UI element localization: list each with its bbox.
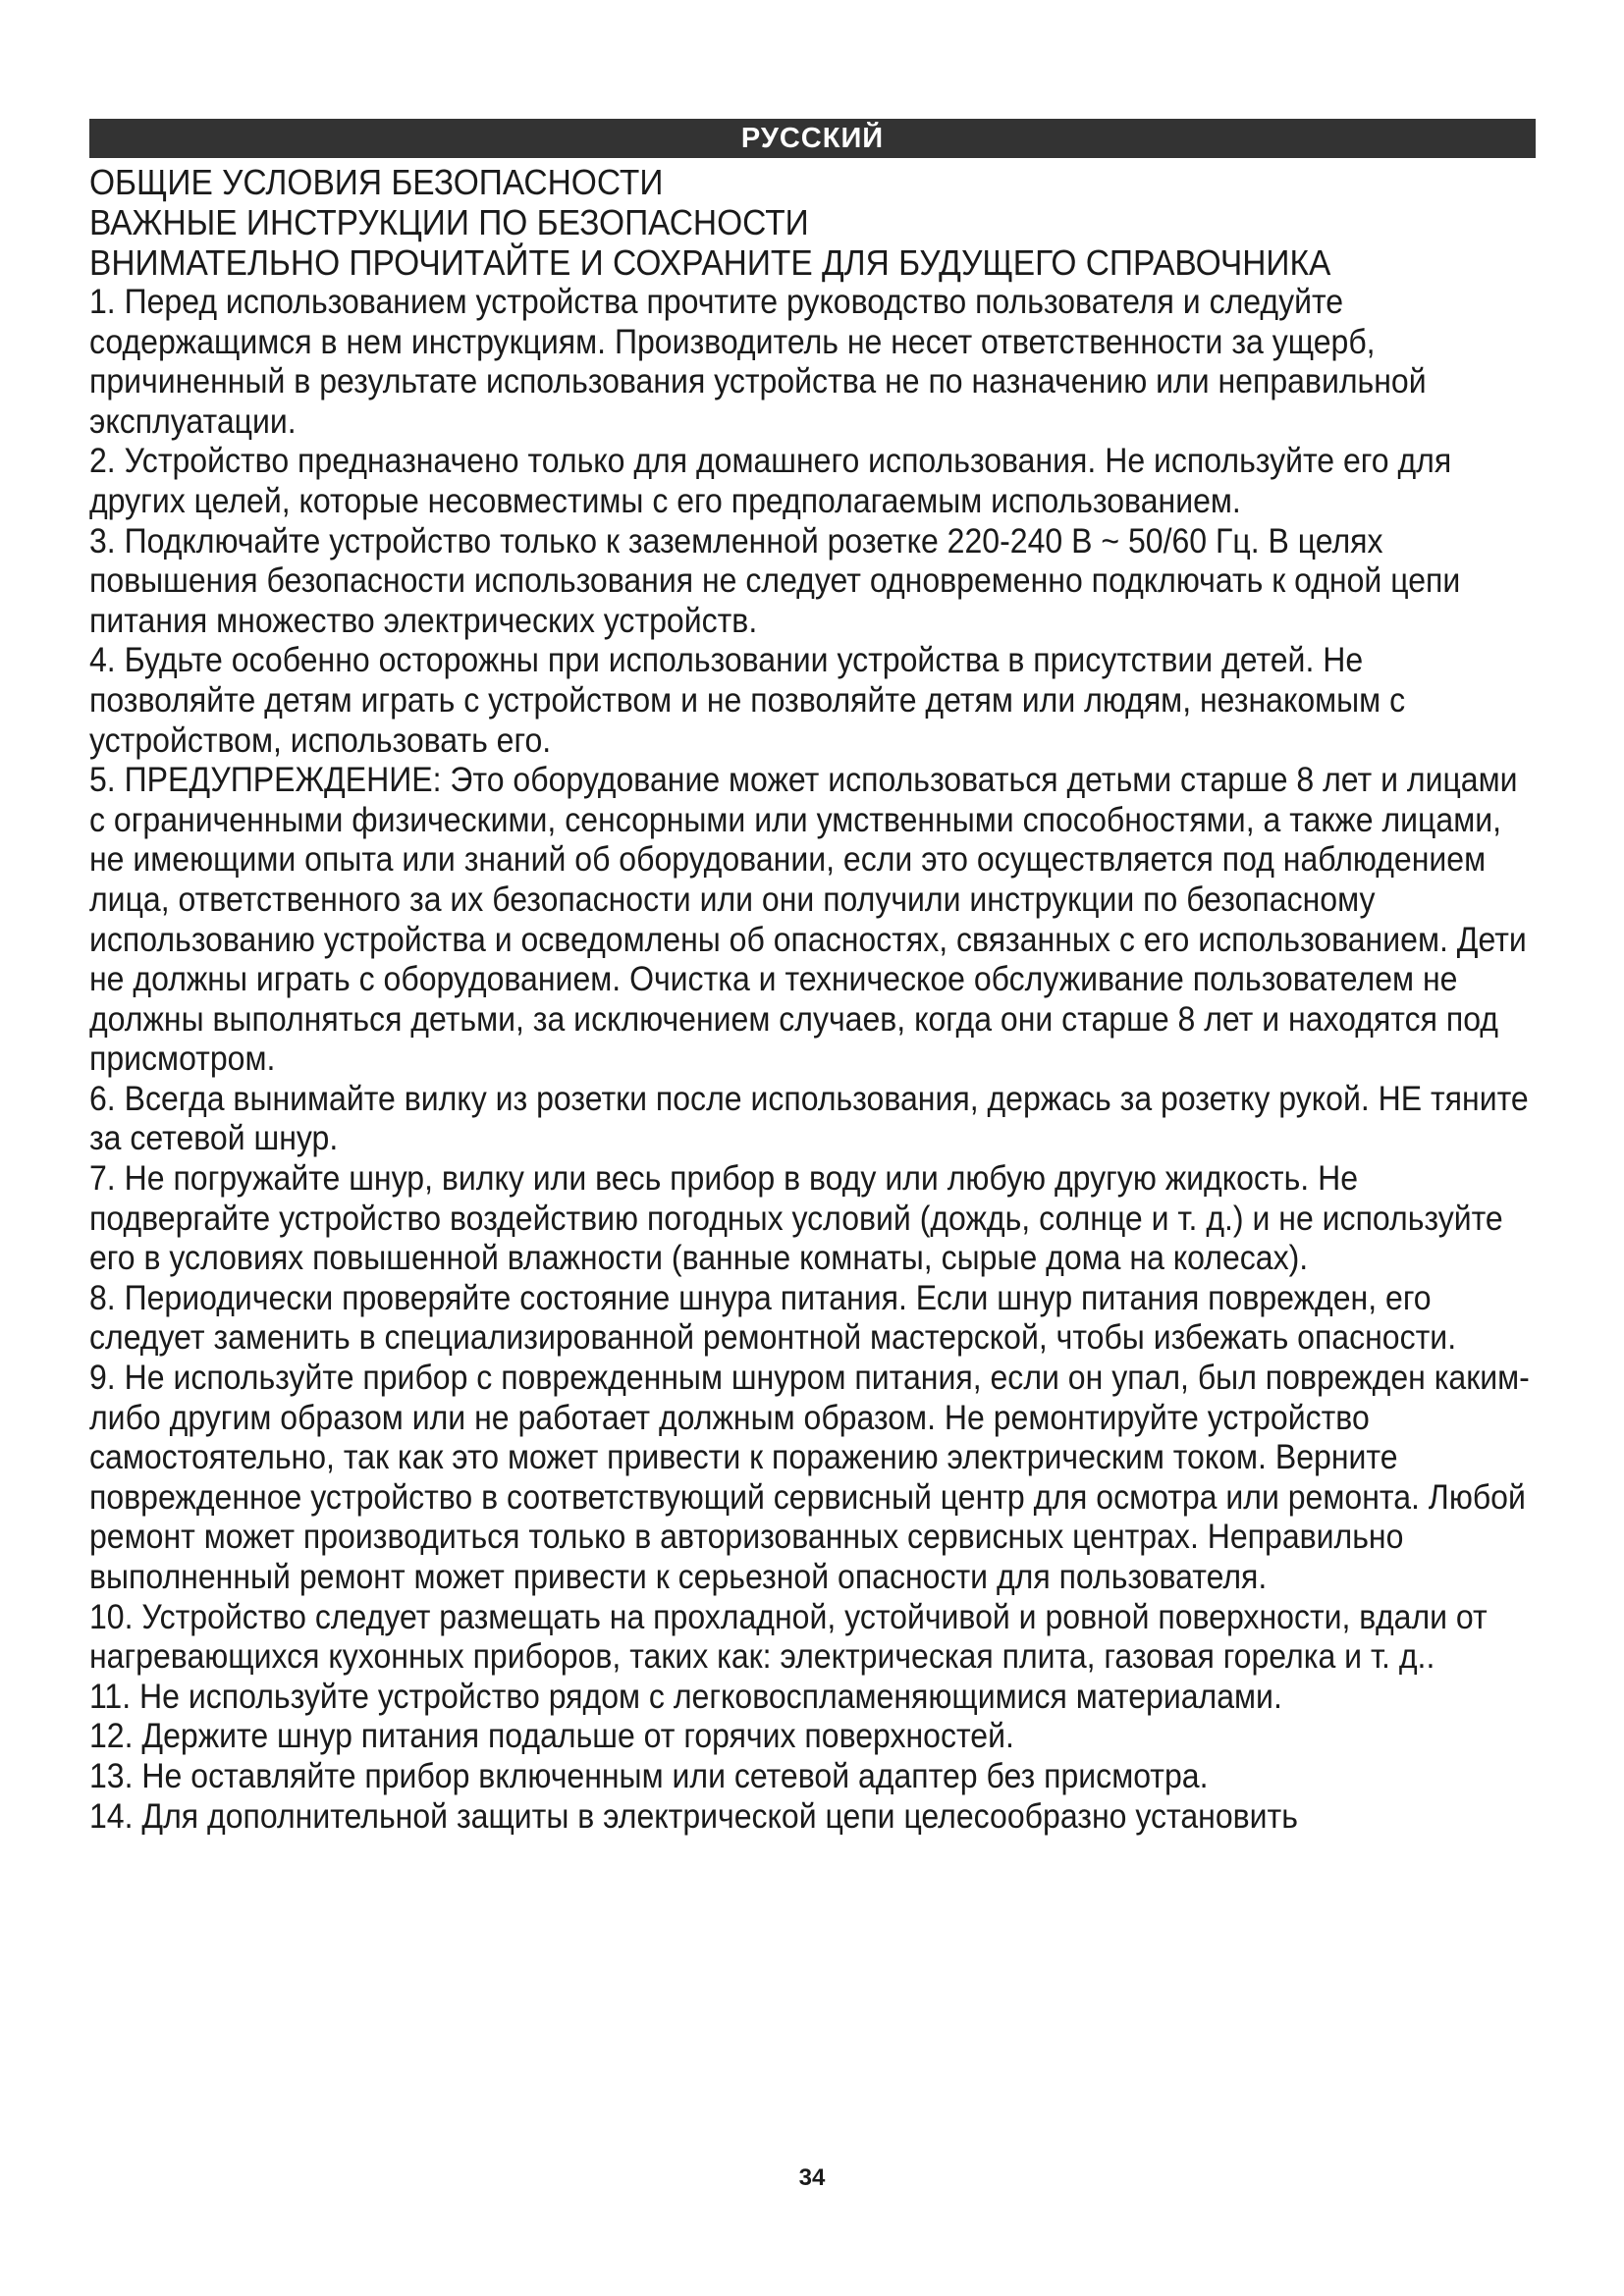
list-item: 13. Не оставляйте прибор включенным или сетевой адаптер без присмотра. [89,1756,1209,1795]
list-item: 14. Для дополнительной защиты в электрической цепи целесообразно установить [89,1796,1298,1836]
list-item: 9. Не используйте прибор с поврежденным шнуром питания, если он упал, был поврежден каким-либо другим образом или не работает должным образом. Не ремонтируйте устройство самостоятельно, так как это может привести к поражению электрическим током. Верните поврежденное устройство в соответствующий сервисный центр для осмотра или ремонта. Любой ремонт может производиться только в авторизованных сервисных центрах. Неправильно выполненный ремонт может привести к серьезной опасности для пользователя. [89,1359,1530,1596]
list-item: 4. Будьте особенно осторожны при использовании устройства в присутствии детей. Не позволяйте детям играть с устройством и не позволяйте детям или людям, незнакомым с устройством, использовать его. [89,641,1406,760]
list-item: 6. Всегда вынимайте вилку из розетки после использования, держась за розетку рукой. НЕ тяните за сетевой шнур. [89,1079,1529,1158]
section-headings [89,162,1536,283]
language-header-bar: РУССКИЙ [89,119,1536,158]
list-item: 11. Не используйте устройство рядом с легковоспламеняющимися материалами. [89,1677,1282,1716]
list-item: 10. Устройство следует размещать на прохладной, устойчивой и ровной поверхности, вдали от нагревающихся кухонных приборов, таких как: электрическая плита, газовая горелка и т. д.. [89,1597,1488,1677]
list-item: 12. Держите шнур питания подальше от горячих поверхностей. [89,1717,1014,1756]
list-item: 3. Подключайте устройство только к заземленной розетке 220-240 В ~ 50/60 Гц. В целях повышения безопасности использования не следует одновременно подключать к одной цепи питания множество электрических устройств. [89,521,1461,640]
list-item: 7. Не погружайте шнур, вилку или весь прибор в воду или любую другую жидкость. Не подвергайте устройство воздействию погодных условий (дождь, солнце и т. д.) и не используйте его в условиях повышенной влажности (ванные комнаты, сырые дома на колесах). [89,1159,1503,1278]
list-item: 5. ПРЕДУПРЕЖДЕНИЕ: Это оборудование может использоваться детьми старше 8 лет и лицами с ограниченными физическими, сенсорными или умственными способностями, а также лицами, не имеющими опыта или знаний об оборудовании, если это осуществляется под наблюдением лица, ответственного за их безопасности или они получили инструкции по безопасному использованию устройства и осведомлены об опасностях, связанных с его использованием. Дети не должны играть с оборудованием. Очистка и техническое обслуживание пользователем не должны выполняться детьми, за исключением случаев, когда они старше 8 лет и находятся под присмотром. [89,761,1527,1079]
heading-important-instructions: ВАЖНЫЕ ИНСТРУКЦИИ ПО БЕЗОПАСНОСТИ [89,202,809,242]
heading-read-and-keep: ВНИМАТЕЛЬНО ПРОЧИТАЙТЕ И СОХРАНИТЕ ДЛЯ БУДУЩЕГО СПРАВОЧНИКА [89,242,1331,283]
list-item: 2. Устройство предназначено только для домашнего использования. Не используйте его для других целей, которые несовместимы с его предполагаемым использованием. [89,442,1452,520]
page-number: 34 [798,2164,826,2191]
list-item: 1. Перед использованием устройства прочтите руководство пользователя и следуйте содержащимся в нем инструкциям. Производитель не несет ответственности за ущерб, причиненный в результате использования устройства не по назначению или неправильной эксплуатации. [89,283,1427,441]
list-item: 8. Периодически проверяйте состояние шнура питания. Если шнур питания поврежден, его следует заменить в специализированной ремонтной мастерской, чтобы избежать опасности. [89,1278,1457,1358]
heading-general-safety: ОБЩИЕ УСЛОВИЯ БЕЗОПАСНОСТИ [89,162,664,202]
safety-instructions-list [89,283,1536,1837]
document-page [89,119,1536,1837]
